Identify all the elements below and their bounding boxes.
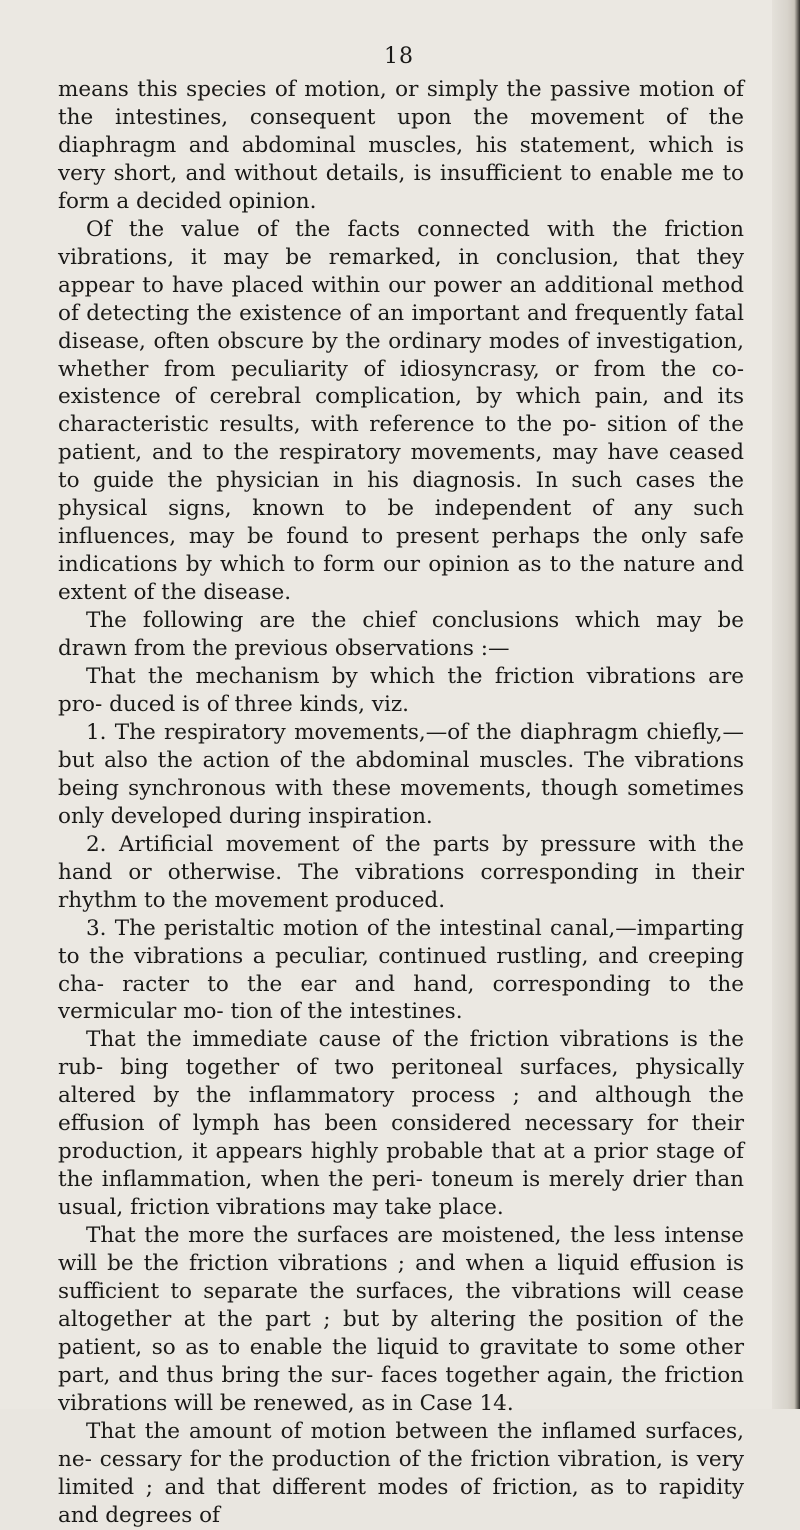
page-edge-shadow: [772, 0, 800, 1409]
paragraph-moistened-surfaces: That the more the surfaces are moistened, the less intense will be the friction vibrations ; and when a liquid effusion is sufficient to separate the surfaces, the vibrations will cease altogether at the part ; but by altering the position of the patient, so as to enable the liquid to gravitate to some other part, and thus bring the sur- faces together again, the friction vibrations will be renewed, as in Case 14.: [58, 1223, 744, 1416]
page-number: 18: [384, 44, 414, 69]
paragraph-continuation: means this species of motion, or simply the passive motion of the intestines, consequent upon the movement of the diaphragm and abdominal muscles, his statement, which is very short, and without details, is insufficient to enable me to form a decided opinion.: [58, 77, 744, 214]
paragraph-mechanism: That the mechanism by which the friction vibrations are pro- duced is of three kinds, viz.: [58, 664, 744, 717]
paragraph-conclusions-intro: The following are the chief conclusions which may be drawn from the previous observations :—: [58, 608, 744, 662]
list-item-respiratory: 1. The respiratory movements,—of the diaphragm chiefly,— but also the action of the abdominal muscles. The vibrations being synchronous with these movements, though sometimes only developed during inspiration.: [58, 719, 744, 829]
body-text: [58, 76, 744, 1530]
list-item-artificial: 2. Artificial movement of the parts by pressure with the hand or otherwise. The vibrations corresponding in their rhythm to the movement produced.: [58, 831, 744, 913]
paragraph-value-of-facts: Of the value of the facts connected with the friction vibrations, it may be remarked, in conclusion, that they appear to have placed within our power an additional method of detecting the existence of an important and frequently fatal disease, often obscure by the ordinary modes of investigation, whether from peculiarity of idiosyncrasy, or from the co-existence of cerebral complication, by which pain, and its characteristic results, with reference to the po- sition of the patient, and to the respiratory movements, may have ceased to guide the physician in his diagnosis. In such cases the physical signs, known to be independent of any such influences, may be found to present perhaps the only safe indications by which to form our opinion as to the nature and extent of the disease.: [58, 216, 744, 606]
paragraph-immediate-cause: That the immediate cause of the friction vibrations is the rub- bing together of two peritoneal surfaces, physically altered by the inflammatory process ; and although the effusion of lymph has been considered necessary for their production, it appears highly probable that at a prior stage of the inflammation, when the peri- toneum is merely drier than usual, friction vibrations may take place.: [58, 1027, 744, 1221]
paragraph-amount-of-motion: That the amount of motion between the inflamed surfaces, ne- cessary for the production of the friction vibration, is very limited ; and that different modes of friction, as to rapidity and degrees of: [58, 1418, 744, 1528]
list-item-peristaltic: 3. The peristaltic motion of the intestinal canal,—imparting to the vibrations a peculiar, continued rustling, and creeping cha- racter to the ear and hand, corresponding to the vermicular mo- tion of the intestines.: [58, 915, 744, 1025]
